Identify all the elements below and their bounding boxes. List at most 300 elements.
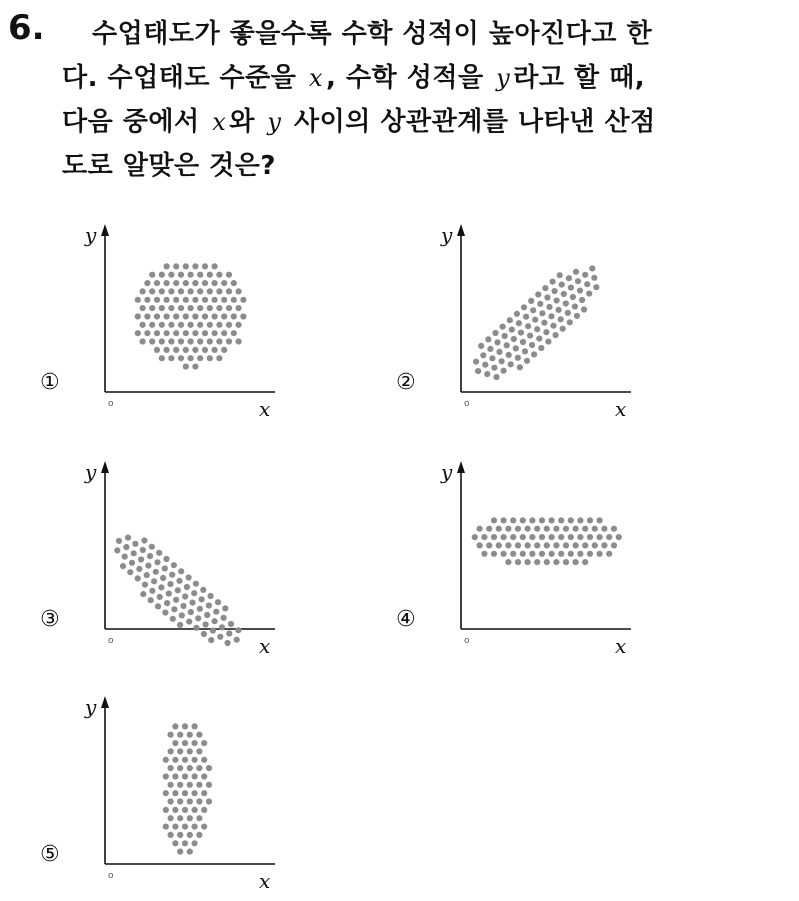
- scatter-point: [140, 322, 146, 328]
- scatter-point: [561, 291, 567, 297]
- scatter-point: [163, 790, 169, 796]
- scatter-point: [173, 330, 179, 336]
- scatter-point: [182, 840, 188, 846]
- scatter-point: [203, 621, 209, 627]
- scatter-point: [592, 542, 598, 548]
- scatter-point: [472, 534, 478, 540]
- y-axis-label: y: [441, 223, 453, 247]
- scatter-point: [572, 303, 578, 309]
- question-text-fragment: 수업태도가 좋을수록 수학 성적이 높아진다고 한: [92, 19, 653, 49]
- scatter-point: [192, 364, 198, 370]
- scatter-point: [563, 542, 569, 548]
- scatter-point: [154, 297, 160, 303]
- scatter-point: [525, 559, 531, 565]
- scatter-point: [187, 849, 193, 855]
- scatter-point: [478, 343, 484, 349]
- scatter-point: [579, 297, 585, 303]
- question-line-3: [62, 100, 762, 144]
- scatter-point: [221, 280, 227, 286]
- scatter-point: [563, 526, 569, 532]
- question-text-fragment: 다. 수업태도 수준을: [62, 63, 306, 93]
- scatter-point: [539, 534, 545, 540]
- question-line-2: [62, 56, 762, 100]
- scatter-point: [534, 326, 540, 332]
- scatter-point: [202, 330, 208, 336]
- scatter-point: [549, 534, 555, 540]
- option-1[interactable]: [40, 218, 290, 421]
- scatter-point: [567, 319, 573, 325]
- scatter-point: [178, 305, 184, 311]
- option-4[interactable]: [396, 455, 646, 658]
- scatter-point: [172, 824, 178, 830]
- scatter-point: [168, 815, 174, 821]
- origin-label: o: [108, 636, 114, 646]
- option-5[interactable]: [40, 690, 290, 893]
- scatter-point: [116, 538, 122, 544]
- origin-label: o: [108, 399, 114, 409]
- scatter-point: [192, 790, 198, 796]
- scatter-point: [183, 330, 189, 336]
- scatter-point: [505, 559, 511, 565]
- scatter-point: [173, 297, 179, 303]
- scatter-point: [234, 637, 240, 643]
- scatter-point: [492, 330, 498, 336]
- scatter-point: [528, 298, 534, 304]
- scatter-point: [154, 559, 160, 565]
- scatter-point: [157, 594, 163, 600]
- scatter-point: [172, 773, 178, 779]
- scatter-point: [231, 313, 237, 319]
- scatter-point: [531, 351, 537, 357]
- scatter-point: [553, 332, 559, 338]
- scatter-point: [226, 630, 232, 636]
- scatter-point: [577, 288, 583, 294]
- x-axis-label: x: [259, 397, 271, 421]
- scatter-point: [192, 723, 198, 729]
- scatter-point: [568, 534, 574, 540]
- scatter-point: [513, 345, 519, 351]
- scatter-point: [176, 578, 182, 584]
- scatter-point: [516, 320, 522, 326]
- scatter-point: [156, 550, 162, 556]
- scatter-point: [145, 563, 151, 569]
- scatter-point: [574, 313, 580, 319]
- scatter-point: [122, 554, 128, 560]
- scatter-plot-2: [396, 218, 646, 421]
- scatter-point: [504, 342, 510, 348]
- scatter-point: [173, 263, 179, 269]
- option-2-mark: ②: [396, 370, 416, 395]
- scatter-point: [212, 297, 218, 303]
- scatter-point: [193, 625, 199, 631]
- scatter-point: [196, 748, 202, 754]
- scatter-point: [158, 584, 164, 590]
- scatter-plot-1: [40, 218, 290, 421]
- scatter-point: [212, 618, 218, 624]
- scatter-point: [187, 748, 193, 754]
- scatter-point: [560, 326, 566, 332]
- scatter-point: [192, 740, 198, 746]
- scatter-point: [537, 301, 543, 307]
- scatter-point: [207, 272, 213, 278]
- scatter-point: [159, 322, 165, 328]
- scatter-point: [201, 740, 207, 746]
- scatter-point: [164, 600, 170, 606]
- scatter-point: [570, 294, 576, 300]
- option-1-mark: ①: [40, 370, 60, 395]
- scatter-point: [611, 526, 617, 532]
- scatter-point: [140, 288, 146, 294]
- scatter-point: [169, 572, 175, 578]
- scatter-point: [159, 272, 165, 278]
- option-3-mark: ③: [40, 607, 60, 632]
- scatter-point: [550, 279, 556, 285]
- scatter-point: [563, 559, 569, 565]
- scatter-point: [196, 765, 202, 771]
- scatter-point: [188, 305, 194, 311]
- scatter-point: [182, 807, 188, 813]
- scatter-point: [548, 313, 554, 319]
- scatter-point: [207, 288, 213, 294]
- scatter-point: [151, 578, 157, 584]
- scatter-point: [221, 615, 227, 621]
- scatter-point: [591, 275, 597, 281]
- scatter-point: [196, 798, 202, 804]
- scatter-point: [510, 551, 516, 557]
- scatter-point: [177, 765, 183, 771]
- scatter-point: [557, 272, 563, 278]
- question-text-fragment: 와: [229, 107, 265, 137]
- scatter-point: [505, 542, 511, 548]
- scatter-point: [213, 609, 219, 615]
- scatter-point: [187, 765, 193, 771]
- scatter-point: [546, 304, 552, 310]
- scatter-point: [164, 263, 170, 269]
- scatter-point: [186, 619, 192, 625]
- scatter-point: [529, 517, 535, 523]
- scatter-point: [235, 627, 241, 633]
- scatter-point: [153, 569, 159, 575]
- scatter-point: [222, 605, 228, 611]
- scatter-point: [236, 288, 242, 294]
- scatter-point: [192, 263, 198, 269]
- scatter-point: [154, 313, 160, 319]
- scatter-point: [132, 541, 138, 547]
- scatter-point: [520, 534, 526, 540]
- scatter-point: [505, 526, 511, 532]
- scatter-point: [188, 288, 194, 294]
- scatter-point: [172, 757, 178, 763]
- scatter-point: [501, 368, 507, 374]
- scatter-point: [196, 815, 202, 821]
- scatter-point: [206, 798, 212, 804]
- scatter-point: [487, 346, 493, 352]
- scatter-point: [171, 562, 177, 568]
- scatter-point: [216, 288, 222, 294]
- scatter-point: [183, 263, 189, 269]
- scatter-point: [221, 297, 227, 303]
- scatter-point: [177, 798, 183, 804]
- scatter-point: [182, 723, 188, 729]
- scatter-point: [500, 324, 506, 330]
- scatter-point: [601, 526, 607, 532]
- scatter-point: [597, 534, 603, 540]
- scatter-point: [178, 355, 184, 361]
- scatter-point: [177, 748, 183, 754]
- question-block: [0, 0, 799, 200]
- scatter-point: [530, 307, 536, 313]
- y-axis-label: y: [85, 460, 97, 484]
- scatter-point: [149, 322, 155, 328]
- scatter-point: [539, 551, 545, 557]
- origin-label: o: [108, 871, 114, 881]
- scatter-point: [482, 362, 488, 368]
- scatter-point: [168, 732, 174, 738]
- scatter-point: [545, 339, 551, 345]
- question-text-fragment: 라고 할 때,: [513, 63, 646, 93]
- scatter-point: [168, 765, 174, 771]
- scatter-point: [163, 757, 169, 763]
- scatter-point: [200, 587, 206, 593]
- scatter-point: [172, 723, 178, 729]
- y-axis-arrow: [457, 461, 465, 473]
- scatter-point: [507, 317, 513, 323]
- scatter-point: [207, 305, 213, 311]
- scatter-point: [162, 565, 168, 571]
- scatter-point: [206, 782, 212, 788]
- scatter-point: [186, 574, 192, 580]
- scatter-point: [120, 563, 126, 569]
- scatter-point: [212, 347, 218, 353]
- scatter-point: [196, 782, 202, 788]
- scatter-point: [573, 526, 579, 532]
- scatter-point: [556, 307, 562, 313]
- scatter-point: [525, 542, 531, 548]
- scatter-point: [534, 526, 540, 532]
- scatter-point: [149, 272, 155, 278]
- scatter-point: [136, 566, 142, 572]
- scatter-point: [216, 305, 222, 311]
- question-text-fragment: 다음 중에서: [62, 107, 210, 137]
- scatter-point: [183, 313, 189, 319]
- scatter-point: [142, 582, 148, 588]
- x-axis-label: x: [615, 634, 627, 658]
- scatter-point: [183, 364, 189, 370]
- scatter-point: [127, 569, 133, 575]
- scatter-point: [532, 317, 538, 323]
- scatter-point: [201, 773, 207, 779]
- question-line-1: [62, 12, 762, 56]
- scatter-point: [544, 559, 550, 565]
- scatter-point: [221, 313, 227, 319]
- scatter-point: [180, 603, 186, 609]
- scatter-point: [575, 278, 581, 284]
- scatter-point: [199, 596, 205, 602]
- scatter-point: [168, 305, 174, 311]
- scatter-point: [587, 534, 593, 540]
- scatter-point: [201, 757, 207, 763]
- scatter-point: [192, 824, 198, 830]
- scatter-point: [207, 355, 213, 361]
- scatter-point: [511, 336, 517, 342]
- scatter-point: [518, 330, 524, 336]
- scatter-point: [172, 790, 178, 796]
- scatter-point: [520, 517, 526, 523]
- scatter-point: [582, 272, 588, 278]
- scatter-point: [573, 559, 579, 565]
- scatter-point: [496, 526, 502, 532]
- scatter-point: [182, 740, 188, 746]
- scatter-point: [187, 815, 193, 821]
- scatter-point: [212, 313, 218, 319]
- scatter-point: [216, 338, 222, 344]
- question-text-fragment: 사이의 상관관계를 나타낸 산점: [284, 107, 656, 137]
- scatter-point: [481, 551, 487, 557]
- scatter-point: [188, 338, 194, 344]
- variable-y: y: [267, 108, 282, 136]
- scatter-point: [141, 537, 147, 543]
- scatter-point: [168, 338, 174, 344]
- scatter-point: [164, 330, 170, 336]
- scatter-point: [178, 338, 184, 344]
- scatter-point: [563, 300, 569, 306]
- scatter-point: [544, 542, 550, 548]
- scatter-point: [484, 371, 490, 377]
- scatter-point: [477, 526, 483, 532]
- scatter-point: [592, 526, 598, 532]
- scatter-point: [606, 534, 612, 540]
- y-axis-arrow: [101, 461, 109, 473]
- scatter-point: [212, 280, 218, 286]
- scatter-point: [215, 599, 221, 605]
- scatter-point: [202, 313, 208, 319]
- scatter-point: [550, 323, 556, 329]
- scatter-point: [226, 322, 232, 328]
- scatter-point: [481, 534, 487, 540]
- scatter-point: [517, 364, 523, 370]
- scatter-point: [515, 355, 521, 361]
- question-number: 6.: [8, 8, 45, 48]
- scatter-point: [197, 338, 203, 344]
- scatter-point: [183, 347, 189, 353]
- scatter-point: [477, 542, 483, 548]
- scatter-point: [240, 297, 246, 303]
- scatter-point: [231, 297, 237, 303]
- scatter-point: [168, 322, 174, 328]
- scatter-point: [506, 352, 512, 358]
- scatter-point: [240, 313, 246, 319]
- scatter-point: [197, 355, 203, 361]
- scatter-point: [558, 551, 564, 557]
- scatter-point: [177, 622, 183, 628]
- scatter-point: [219, 624, 225, 630]
- scatter-point: [163, 556, 169, 562]
- scatter-point: [496, 542, 502, 548]
- scatter-point: [178, 568, 184, 574]
- scatter-point: [164, 297, 170, 303]
- scatter-point: [202, 280, 208, 286]
- scatter-point: [552, 288, 558, 294]
- scatter-point: [192, 330, 198, 336]
- scatter-point: [172, 807, 178, 813]
- scatter-point: [501, 517, 507, 523]
- scatter-point: [177, 832, 183, 838]
- y-axis-label: y: [85, 223, 97, 247]
- scatter-point: [577, 517, 583, 523]
- option-2[interactable]: [396, 218, 646, 421]
- scatter-point: [182, 757, 188, 763]
- scatter-point: [183, 297, 189, 303]
- scatter-point: [553, 559, 559, 565]
- scatter-point: [149, 588, 155, 594]
- scatter-point: [489, 355, 495, 361]
- scatter-point: [225, 640, 231, 646]
- scatter-point: [226, 338, 232, 344]
- scatter-point: [173, 597, 179, 603]
- scatter-point: [166, 591, 172, 597]
- scatter-point: [177, 849, 183, 855]
- y-axis-label: y: [441, 460, 453, 484]
- scatter-point: [558, 316, 564, 322]
- scatter-point: [154, 330, 160, 336]
- scatter-point: [216, 322, 222, 328]
- scatter-point: [494, 339, 500, 345]
- scatter-point: [182, 593, 188, 599]
- scatter-point: [529, 534, 535, 540]
- scatter-point: [192, 280, 198, 286]
- scatter-point: [196, 732, 202, 738]
- scatter-point: [587, 551, 593, 557]
- scatter-point: [480, 352, 486, 358]
- scatter-point: [573, 542, 579, 548]
- scatter-point: [544, 526, 550, 532]
- scatter-point: [212, 330, 218, 336]
- scatter-plot-4: [396, 455, 646, 658]
- y-axis-arrow: [101, 696, 109, 708]
- option-4-mark: ④: [396, 607, 416, 632]
- scatter-point: [597, 517, 603, 523]
- scatter-point: [167, 581, 173, 587]
- scatter-point: [525, 323, 531, 329]
- scatter-point: [197, 322, 203, 328]
- scatter-point: [159, 305, 165, 311]
- scatter-point: [221, 347, 227, 353]
- scatter-point: [538, 345, 544, 351]
- scatter-point: [178, 272, 184, 278]
- scatter-point: [521, 304, 527, 310]
- scatter-point: [502, 333, 508, 339]
- scatter-point: [135, 297, 141, 303]
- scatter-point: [188, 355, 194, 361]
- scatter-point: [192, 807, 198, 813]
- scatter-point: [582, 542, 588, 548]
- scatter-point: [149, 544, 155, 550]
- scatter-point: [168, 272, 174, 278]
- scatter-point: [524, 358, 530, 364]
- scatter-point: [216, 272, 222, 278]
- scatter-point: [154, 347, 160, 353]
- scatter-point: [187, 732, 193, 738]
- scatter-point: [144, 297, 150, 303]
- scatter-point: [565, 310, 571, 316]
- scatter-point: [496, 349, 502, 355]
- scatter-point: [144, 280, 150, 286]
- scatter-point: [138, 556, 144, 562]
- option-3[interactable]: [40, 455, 290, 658]
- scatter-point: [131, 550, 137, 556]
- scatter-point: [187, 798, 193, 804]
- scatter-point: [236, 338, 242, 344]
